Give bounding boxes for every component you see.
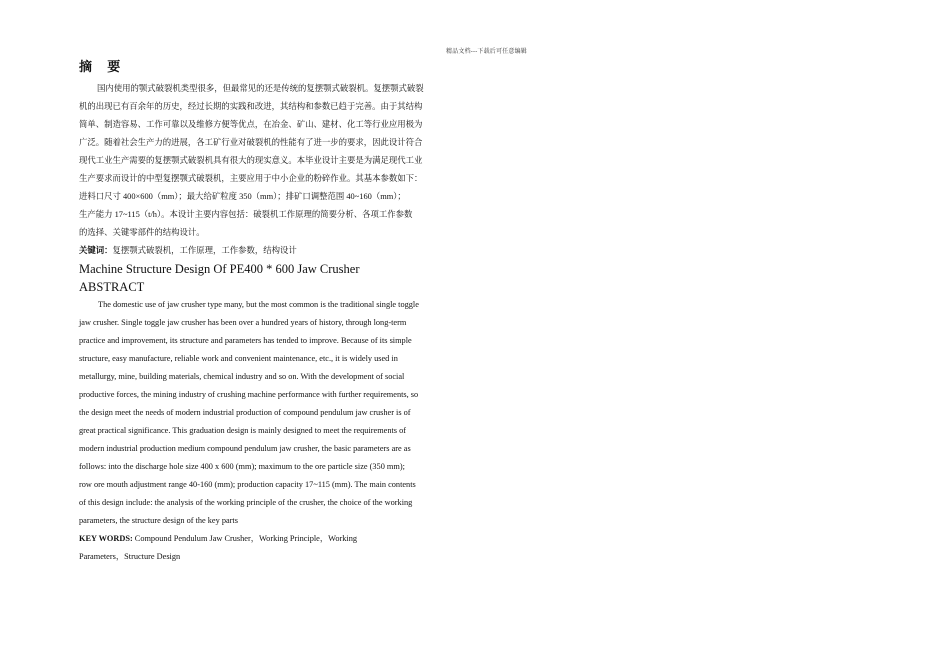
english-abstract-line: jaw crusher. Single toggle jaw crusher has been over a hundred years of history, through long-term: [79, 318, 407, 327]
english-abstract-heading: ABSTRACT: [79, 280, 145, 294]
chinese-abstract-heading: 摘 要: [79, 59, 127, 74]
chinese-abstract-line: 国内使用的颚式破裂机类型很多，但最常见的还是传统的复摆颚式破裂机。复摆颚式破裂: [97, 84, 424, 93]
english-abstract-line: productive forces, the mining industry of crushing machine performance with further requirements, so: [79, 390, 419, 399]
english-abstract-line: metallurgy, mine, building materials, chemical industry and so on. With the development of social: [79, 372, 405, 381]
abstract-content: [79, 58, 479, 566]
english-abstract-line: parameters, the structure design of the key parts: [79, 516, 238, 525]
english-title: Machine Structure Design Of PE400 * 600 Jaw Crusher: [79, 262, 360, 276]
chinese-keywords-text: 复摆颚式破裂机，工作原理，工作参数，结构设计: [112, 246, 297, 255]
chinese-abstract-body: [79, 80, 479, 242]
english-keywords-label: KEY WORDS:: [79, 534, 133, 543]
english-abstract-body: [79, 296, 479, 530]
english-abstract-line: modern industrial production medium compound pendulum jaw crusher, the basic parameters are as: [79, 444, 411, 453]
chinese-abstract-line: 现代工业生产需要的复摆颚式破裂机具有很大的现实意义。本毕业设计主要是为满足现代工业: [79, 156, 423, 165]
english-abstract-line: of this design include: the analysis of the working principle of the crusher, the choice of the working: [79, 498, 413, 507]
english-keywords-line: [79, 530, 479, 548]
english-abstract-line: row ore mouth adjustment range 40-160 (mm); production capacity 17~115 (mm). The main contents: [79, 480, 416, 489]
chinese-abstract-line: 的选择、关键零部件的结构设计。: [79, 228, 205, 237]
english-abstract-line: The domestic use of jaw crusher type many, but the most common is the traditional single toggle: [98, 300, 419, 309]
chinese-keywords-label: 关键词：: [79, 246, 113, 255]
chinese-abstract-line: 机的出现已有百余年的历史，经过长期的实践和改进，其结构和参数已趋于完善。由于其结构: [79, 102, 423, 111]
english-keywords-text-2: Parameters，Structure Design: [79, 552, 181, 561]
english-keywords: [79, 530, 479, 566]
header-note: 精品文档---下载后可任意编辑: [446, 49, 527, 55]
chinese-abstract-line: 简单、制造容易、工作可靠以及维修方便等优点，在冶金、矿山、建材、化工等行业应用极为: [79, 120, 423, 129]
english-abstract-line: structure, easy manufacture, reliable work and convenient maintenance, etc., it is widely used in: [79, 354, 398, 363]
english-abstract-line: practice and improvement, its structure and parameters has tended to improve. Because of its simple: [79, 336, 412, 345]
english-abstract-line: follows: into the discharge hole size 400 x 600 (mm); maximum to the ore particle size (350 mm);: [79, 462, 405, 471]
english-abstract-line: great practical significance. This graduation design is mainly designed to meet the requirements of: [79, 426, 407, 435]
chinese-abstract-line: 生产要求而设计的中型复摆颚式破裂机，主要应用于中小企业的粉碎作业。其基本参数如下：: [79, 174, 423, 183]
chinese-keywords: [79, 242, 479, 260]
english-keywords-text-1: Compound Pendulum Jaw Crusher，Working Principle，Working: [132, 534, 357, 543]
chinese-abstract-line: 广泛。随着社会生产力的进展，各工矿行业对破裂机的性能有了进一步的要求，因此设计符合: [79, 138, 423, 147]
chinese-abstract-line: 进料口尺寸 400×600（mm）；最大给矿粒度 350（mm）；排矿口调整范围 40~160（mm）；: [79, 192, 406, 201]
chinese-abstract-line: 生产能力 17~115（t/h）。本设计主要内容包括：破裂机工作原理的简要分析、各项工作参数: [79, 210, 413, 219]
english-abstract-line: the design meet the needs of modern industrial production of compound pendulum jaw crusher is of: [79, 408, 411, 417]
